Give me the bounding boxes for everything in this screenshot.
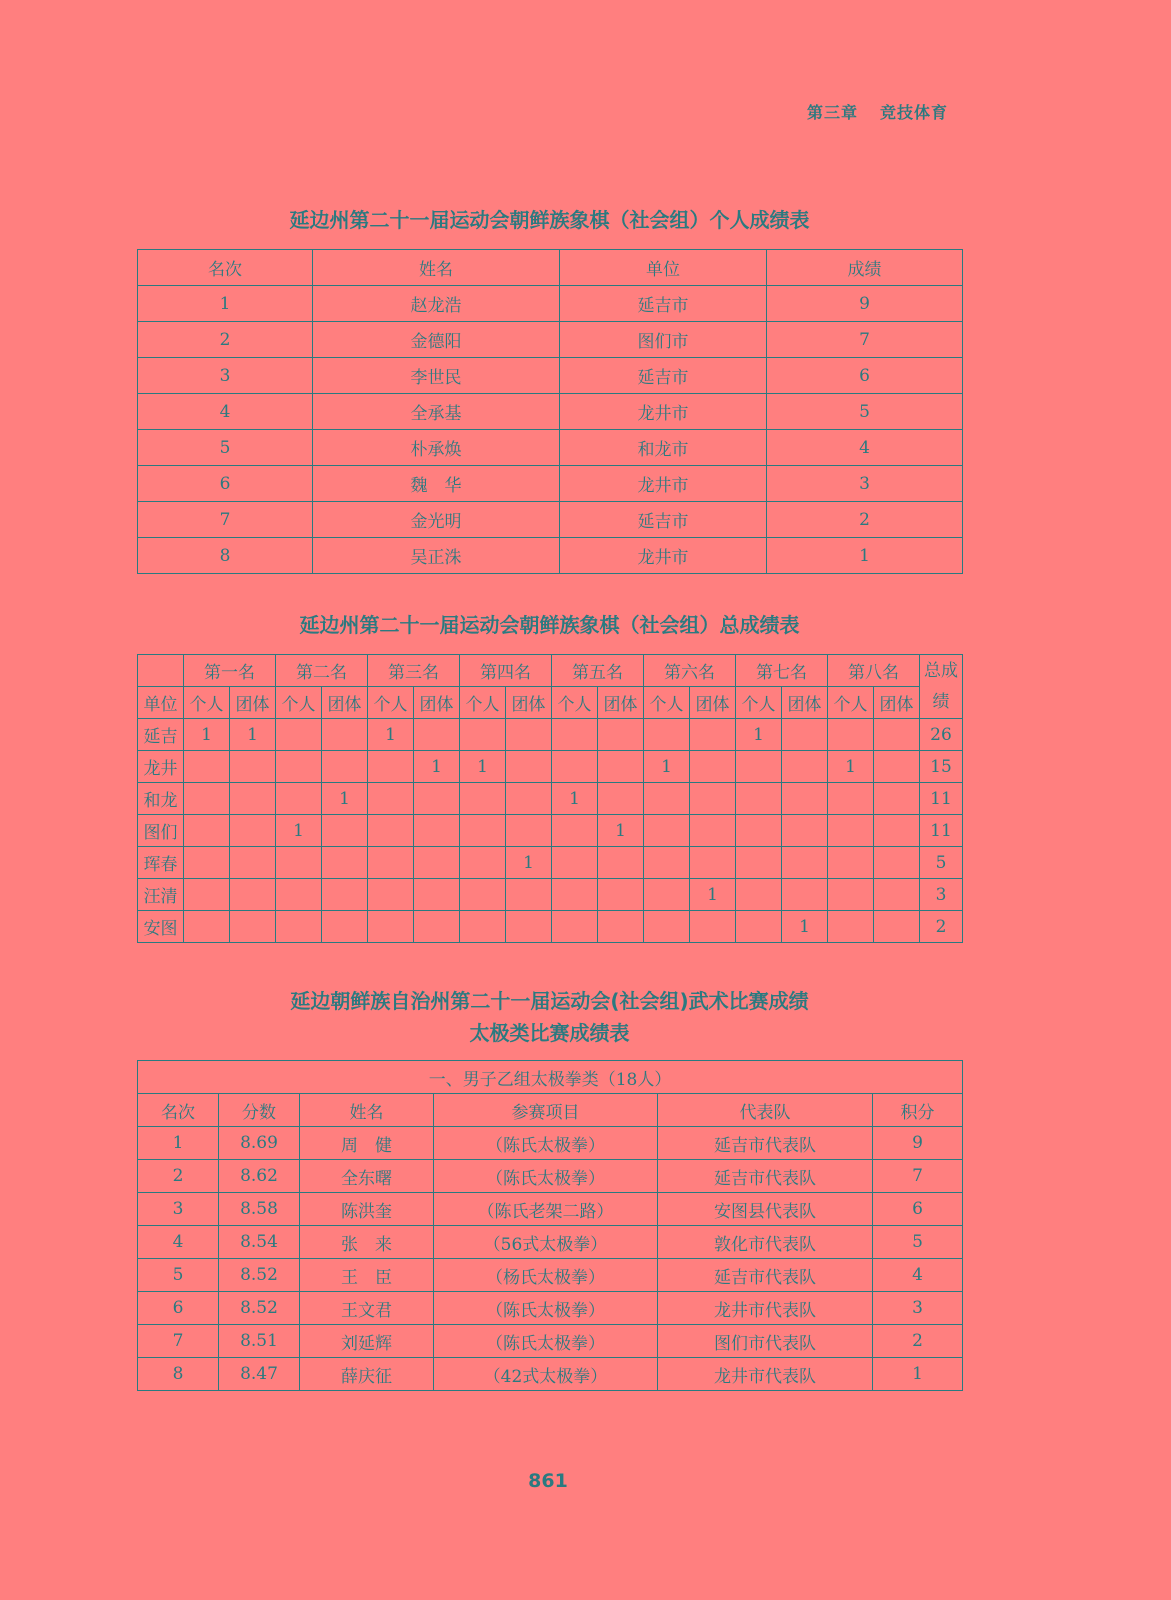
score-cell [276,719,322,751]
table-cell: 龙井市 [560,538,767,574]
column-header: 单位 [560,250,767,286]
table-cell: 7 [873,1160,963,1193]
score-cell [506,783,552,815]
table-cell: 龙井市 [560,394,767,430]
total-cell: 5 [920,847,963,879]
table-row [138,286,963,322]
table-cell: （陈氏太极拳） [434,1292,658,1325]
table-cell: 金德阳 [313,322,560,358]
score-cell: 1 [230,719,276,751]
table-cell: 2 [873,1325,963,1358]
score-cell [598,879,644,911]
score-cell [644,815,690,847]
column-header: 名次 [138,250,313,286]
score-cell [322,879,368,911]
table-cell: 龙井市 [560,466,767,502]
corner-cell [138,655,184,687]
score-cell [828,815,874,847]
table-cell: 1 [873,1358,963,1391]
table-cell: 7 [138,502,313,538]
score-cell [782,847,828,879]
table-cell: 6 [138,466,313,502]
table-cell: 王 臣 [300,1259,434,1292]
score-cell [598,751,644,783]
score-cell [230,751,276,783]
table-cell: 9 [873,1127,963,1160]
table-row [138,1358,963,1391]
score-cell: 1 [506,847,552,879]
score-cell [322,847,368,879]
individual-results-table [137,249,963,574]
table-cell: 4 [767,430,963,466]
table-cell: 赵龙浩 [313,286,560,322]
score-cell [690,783,736,815]
score-cell [828,719,874,751]
total-cell: 11 [920,815,963,847]
score-cell: 1 [184,719,230,751]
score-cell: 1 [690,879,736,911]
table-cell: 2 [767,502,963,538]
score-cell [644,719,690,751]
table-cell: 8.69 [219,1127,300,1160]
table-cell: 3 [138,358,313,394]
table-cell: 5 [138,1259,219,1292]
table-cell: 延吉市代表队 [658,1160,873,1193]
table-cell: 周 健 [300,1127,434,1160]
score-cell [506,751,552,783]
score-cell [414,847,460,879]
total-header: 总成 绩 [920,655,963,719]
score-cell [230,783,276,815]
table-row [138,1193,963,1226]
table-cell: 8.47 [219,1358,300,1391]
table-cell: 1 [767,538,963,574]
table-cell: 延吉市 [560,286,767,322]
score-cell [690,911,736,943]
table-cell: （56式太极拳） [434,1226,658,1259]
table-row [138,1226,963,1259]
place-header: 第五名 [552,655,644,687]
score-cell: 1 [828,751,874,783]
place-header: 第六名 [644,655,736,687]
group-title: 一、男子乙组太极拳类（18人） [138,1061,963,1094]
overall-results-table [137,654,963,943]
place-header-row [138,655,963,687]
score-cell [782,751,828,783]
place-header: 第八名 [828,655,920,687]
table-cell: 2 [138,322,313,358]
table-cell: 8 [138,538,313,574]
score-cell: 1 [368,719,414,751]
table-cell: 金光明 [313,502,560,538]
score-cell [552,751,598,783]
team-header: 团体 [506,687,552,719]
score-cell [736,847,782,879]
table-row [138,1127,963,1160]
table-row [138,879,963,911]
score-cell [460,879,506,911]
table-row [138,430,963,466]
score-cell [460,815,506,847]
table-cell: 图们市 [560,322,767,358]
taiji-results-table [137,1060,963,1391]
column-header: 积分 [873,1094,963,1127]
individual-header: 个人 [368,687,414,719]
place-header: 第七名 [736,655,828,687]
team-header: 团体 [230,687,276,719]
table-row [138,719,963,751]
table-cell: 龙井市代表队 [658,1292,873,1325]
score-cell [230,911,276,943]
table-cell: 5 [767,394,963,430]
table-cell: 8 [138,1358,219,1391]
score-cell [690,751,736,783]
table-cell: 图们市代表队 [658,1325,873,1358]
table-cell: 陈洪奎 [300,1193,434,1226]
table-cell: 王文君 [300,1292,434,1325]
score-cell [414,719,460,751]
table-row [138,1292,963,1325]
score-cell [874,879,920,911]
running-header [807,100,948,123]
table-header-row [138,250,963,286]
score-cell [368,815,414,847]
score-cell [184,751,230,783]
total-cell: 2 [920,911,963,943]
table3-title-line2: 太极类比赛成绩表 [469,1021,630,1045]
score-cell: 1 [276,815,322,847]
score-cell [782,719,828,751]
table-cell: 8.58 [219,1193,300,1226]
score-cell [598,911,644,943]
score-cell [184,911,230,943]
score-cell [736,911,782,943]
score-cell [874,783,920,815]
unit-cell: 汪清 [138,879,184,911]
table-cell: 8.62 [219,1160,300,1193]
score-cell [184,879,230,911]
total-cell: 11 [920,783,963,815]
individual-header: 个人 [644,687,690,719]
score-cell [874,911,920,943]
table3-title-line1: 延边朝鲜族自治州第二十一届运动会(社会组)武术比赛成绩 [290,989,809,1013]
table-row [138,538,963,574]
score-cell [874,719,920,751]
column-header: 名次 [138,1094,219,1127]
table-cell: 4 [138,394,313,430]
table-cell: 6 [873,1193,963,1226]
score-cell [782,879,828,911]
table-cell: （陈氏太极拳） [434,1325,658,1358]
table1-title: 延边州第二十一届运动会朝鲜族象棋（社会组）个人成绩表 [289,208,810,232]
score-cell [230,815,276,847]
score-cell [230,847,276,879]
score-cell [460,911,506,943]
score-cell [414,815,460,847]
score-cell [322,719,368,751]
table-cell: 5 [873,1226,963,1259]
table-cell: 8.52 [219,1292,300,1325]
column-header: 姓名 [300,1094,434,1127]
score-cell [322,751,368,783]
score-cell [184,815,230,847]
table-cell: 延吉市 [560,358,767,394]
score-cell [874,847,920,879]
score-cell [276,879,322,911]
team-header: 团体 [874,687,920,719]
table-row [138,466,963,502]
table-cell: 8.52 [219,1259,300,1292]
table-cell: 延吉市代表队 [658,1259,873,1292]
score-cell: 1 [414,751,460,783]
score-cell [552,911,598,943]
individual-header: 个人 [552,687,598,719]
table-row [138,1325,963,1358]
table-row [138,394,963,430]
score-cell [552,719,598,751]
column-header: 姓名 [313,250,560,286]
score-cell [690,719,736,751]
table-cell: 魏 华 [313,466,560,502]
table-row [138,322,963,358]
table-cell: 3 [873,1292,963,1325]
column-header: 成绩 [767,250,963,286]
table-cell: 龙井市代表队 [658,1358,873,1391]
score-cell: 1 [552,783,598,815]
score-cell [874,751,920,783]
table-cell: 2 [138,1160,219,1193]
score-cell: 1 [782,911,828,943]
table-row [138,1160,963,1193]
score-cell: 1 [460,751,506,783]
score-cell [736,751,782,783]
score-cell [874,815,920,847]
column-header: 代表队 [658,1094,873,1127]
table-cell: 薛庆征 [300,1358,434,1391]
score-cell [368,879,414,911]
team-header: 团体 [414,687,460,719]
score-cell [644,783,690,815]
score-cell [368,911,414,943]
table-cell: 1 [138,286,313,322]
score-cell [230,879,276,911]
score-cell [552,847,598,879]
individual-header: 个人 [276,687,322,719]
table-cell: 4 [873,1259,963,1292]
score-cell: 1 [322,783,368,815]
table-row [138,815,963,847]
page-number: 861 [528,1470,568,1492]
table-cell: 8.54 [219,1226,300,1259]
score-cell [828,911,874,943]
individual-header: 个人 [736,687,782,719]
score-cell [322,911,368,943]
table-cell: 敦化市代表队 [658,1226,873,1259]
column-header: 参赛项目 [434,1094,658,1127]
team-header: 团体 [322,687,368,719]
score-cell [736,783,782,815]
table-cell: 6 [767,358,963,394]
score-cell [184,847,230,879]
table-cell: 和龙市 [560,430,767,466]
score-cell [736,815,782,847]
score-cell [644,847,690,879]
score-cell [322,815,368,847]
table-cell: 7 [138,1325,219,1358]
table-header-row [138,1094,963,1127]
individual-header: 个人 [460,687,506,719]
score-cell [506,719,552,751]
table-cell: 刘延辉 [300,1325,434,1358]
table-cell: 李世民 [313,358,560,394]
score-cell [414,783,460,815]
score-cell [598,783,644,815]
score-cell: 1 [598,815,644,847]
total-cell: 15 [920,751,963,783]
score-cell [368,783,414,815]
team-header: 团体 [598,687,644,719]
table-row [138,911,963,943]
place-header: 第一名 [184,655,276,687]
table-row [138,847,963,879]
chapter-label: 第三章 [806,103,858,122]
score-cell [828,879,874,911]
table-cell: 6 [138,1292,219,1325]
score-cell [552,815,598,847]
table-row [138,1259,963,1292]
score-cell [828,783,874,815]
score-cell [368,751,414,783]
table-cell: 8.51 [219,1325,300,1358]
table-cell: 吴正洙 [313,538,560,574]
place-header: 第二名 [276,655,368,687]
unit-cell: 图们 [138,815,184,847]
column-header: 分数 [219,1094,300,1127]
score-cell [690,847,736,879]
table2-title: 延边州第二十一届运动会朝鲜族象棋（社会组）总成绩表 [299,613,800,637]
team-header: 团体 [782,687,828,719]
score-cell [276,751,322,783]
table-cell: 延吉市 [560,502,767,538]
place-header: 第四名 [460,655,552,687]
score-cell: 1 [644,751,690,783]
unit-cell: 龙井 [138,751,184,783]
score-cell [828,847,874,879]
total-cell: 26 [920,719,963,751]
table-row [138,502,963,538]
table-cell: （杨氏太极拳） [434,1259,658,1292]
score-cell [276,911,322,943]
unit-cell: 和龙 [138,783,184,815]
score-cell [782,783,828,815]
sub-header-row [138,687,963,719]
score-cell [184,783,230,815]
score-cell [644,911,690,943]
score-cell [506,911,552,943]
score-cell [368,847,414,879]
score-cell [506,815,552,847]
table-row [138,358,963,394]
score-cell: 1 [736,719,782,751]
score-cell [598,719,644,751]
unit-cell: 珲春 [138,847,184,879]
score-cell [552,879,598,911]
unit-header: 单位 [138,687,184,719]
table-cell: （陈氏老架二路） [434,1193,658,1226]
table-cell: 朴承焕 [313,430,560,466]
table-cell: 延吉市代表队 [658,1127,873,1160]
table-cell: （陈氏太极拳） [434,1127,658,1160]
score-cell [506,879,552,911]
score-cell [782,815,828,847]
table-row [138,783,963,815]
score-cell [460,783,506,815]
table-cell: （陈氏太极拳） [434,1160,658,1193]
unit-cell: 延吉 [138,719,184,751]
table-cell: 5 [138,430,313,466]
score-cell [460,847,506,879]
score-cell [644,879,690,911]
table-cell: 全东曙 [300,1160,434,1193]
score-cell [276,847,322,879]
table-cell: 3 [767,466,963,502]
table-cell: （42式太极拳） [434,1358,658,1391]
score-cell [736,879,782,911]
score-cell [414,911,460,943]
table-cell: 张 来 [300,1226,434,1259]
unit-cell: 安图 [138,911,184,943]
score-cell [460,719,506,751]
section-label: 竞技体育 [879,103,948,122]
table-cell: 3 [138,1193,219,1226]
individual-header: 个人 [184,687,230,719]
table-cell: 1 [138,1127,219,1160]
team-header: 团体 [690,687,736,719]
individual-header: 个人 [828,687,874,719]
place-header: 第三名 [368,655,460,687]
score-cell [414,879,460,911]
table-row [138,751,963,783]
score-cell [598,847,644,879]
table-cell: 4 [138,1226,219,1259]
total-cell: 3 [920,879,963,911]
table-cell: 全承基 [313,394,560,430]
score-cell [690,815,736,847]
table-cell: 9 [767,286,963,322]
table-cell: 安图县代表队 [658,1193,873,1226]
table-cell: 7 [767,322,963,358]
score-cell [276,783,322,815]
